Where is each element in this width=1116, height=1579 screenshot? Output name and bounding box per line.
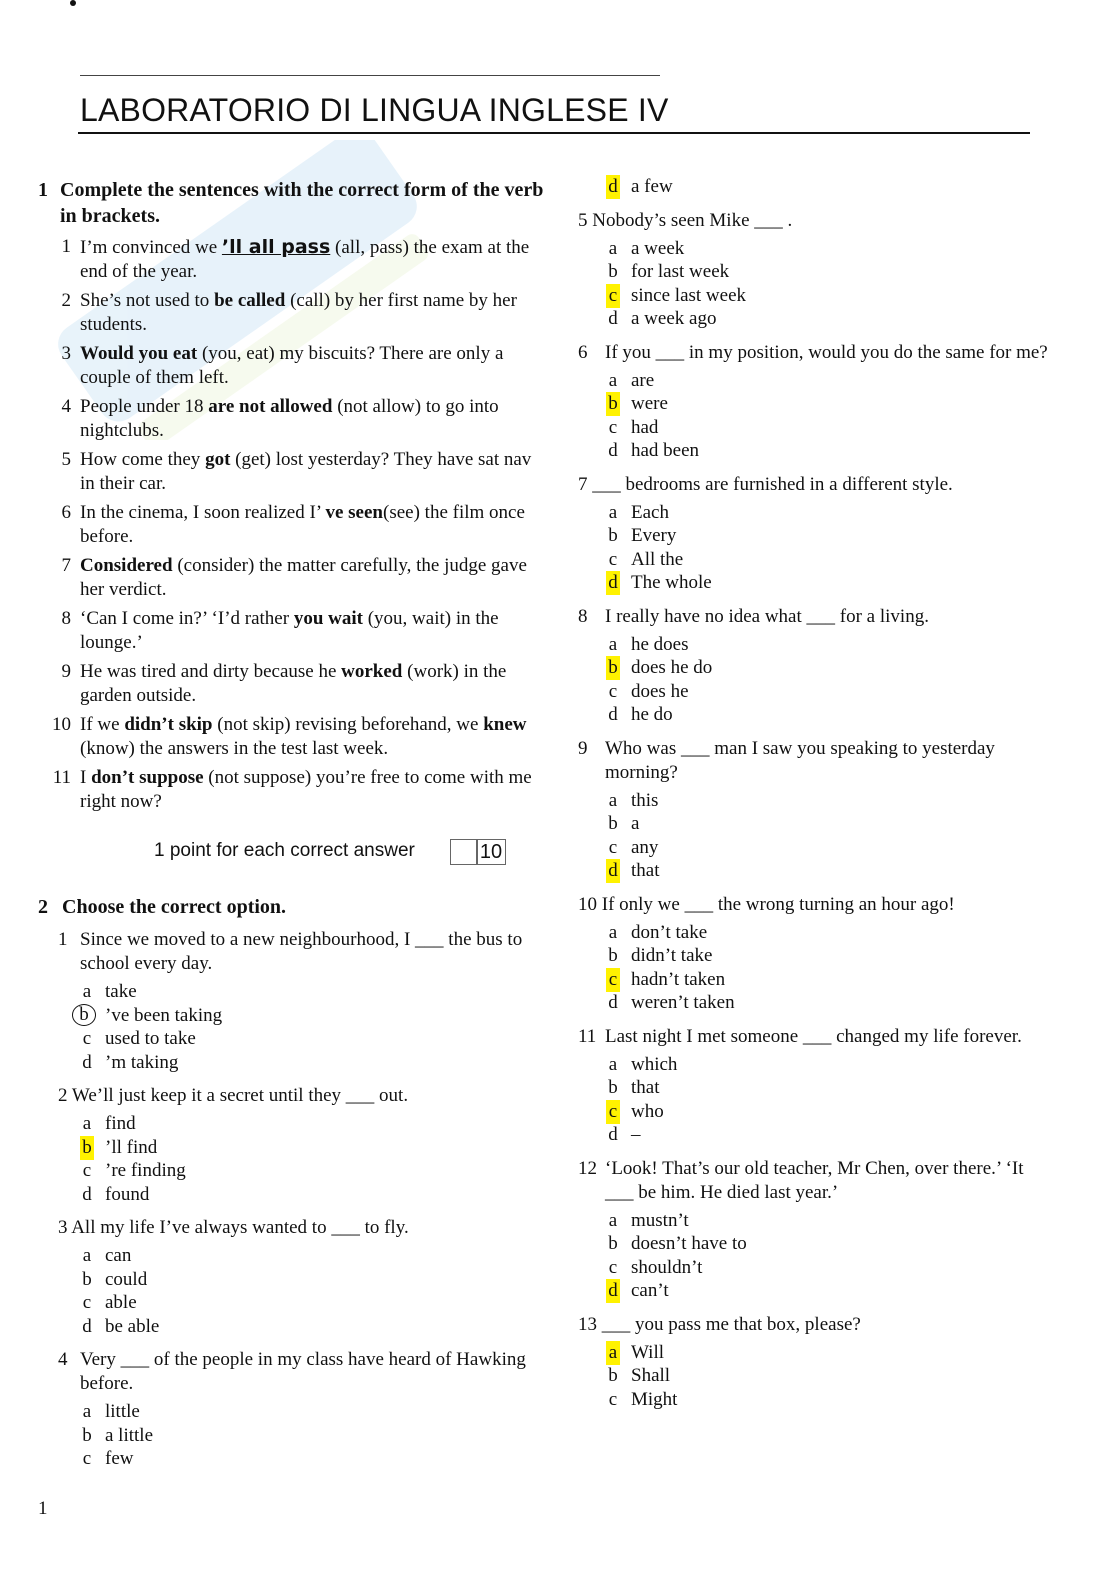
option-d[interactable]: d – — [608, 1124, 641, 1145]
sentence-text — [80, 448, 548, 496]
filled-answer: are not allowed — [208, 396, 333, 417]
sentence-number: 10 — [52, 714, 71, 735]
option-a[interactable]: a find — [82, 1113, 136, 1134]
question-text: Who was ___ man I saw you speaking to yesterday morning? — [605, 737, 995, 783]
sentence-text — [80, 395, 548, 443]
option-b[interactable]: b didn’t take — [608, 945, 713, 966]
sentence-number: 8 — [61, 608, 71, 629]
section-1-heading — [38, 177, 548, 229]
sentence-fragment: (you, eat) my biscuits? There are only a couple of them left. — [80, 343, 504, 388]
option-a-highlighted[interactable]: a Will — [606, 1341, 1048, 1365]
question-11 — [578, 1025, 1048, 1049]
title-rule — [78, 132, 1030, 134]
sentence-number: 6 — [61, 502, 71, 523]
sentence-text — [80, 660, 548, 708]
page-number: 1 — [38, 1498, 48, 1519]
sentence-fragment: If we — [80, 714, 125, 735]
sentence-text — [80, 289, 548, 337]
option-a[interactable]: a take — [82, 981, 137, 1002]
option-b[interactable]: b doesn’t have to — [608, 1233, 747, 1254]
option-c[interactable]: c ’re finding — [82, 1160, 186, 1181]
section-1-items — [38, 235, 548, 814]
sentence-number: 4 — [61, 396, 71, 417]
question-13-options — [606, 1341, 1048, 1412]
option-a[interactable]: a this — [608, 789, 659, 811]
option-b[interactable]: b for last week — [608, 261, 730, 282]
question-text: 3 All my life I’ve always wanted to ___ to fly. — [58, 1217, 409, 1238]
question-text: 7 ___ bedrooms are furnished in a different style. — [578, 473, 953, 495]
sentence-fragment: How come they — [80, 449, 206, 470]
filled-answer: you wait — [293, 608, 363, 629]
option-b[interactable]: b could — [82, 1268, 148, 1290]
question-2 — [58, 1084, 548, 1206]
option-b-highlighted[interactable]: b were — [606, 392, 1048, 416]
sentence-item — [38, 395, 548, 443]
question-number: 11 — [578, 1025, 597, 1047]
option-a[interactable]: a he does — [608, 633, 689, 655]
question-13 — [578, 1313, 1048, 1412]
sentence-fragment: He was tired and dirty because he — [80, 661, 342, 682]
question-10-options — [606, 921, 1048, 1015]
sentence-item — [38, 289, 548, 337]
question-10 — [578, 893, 1048, 1015]
sentence-fragment: (see) the film once before. — [80, 502, 525, 547]
option-a[interactable]: a are — [608, 369, 655, 391]
question-9 — [578, 737, 1048, 785]
option-d-highlighted[interactable]: d can’t — [606, 1279, 1048, 1303]
sentence-text — [80, 342, 548, 390]
question-12-options — [606, 1209, 1048, 1303]
question-12 — [578, 1157, 1048, 1205]
option-c[interactable]: c used to take — [82, 1028, 196, 1049]
question-text: Very ___ of the people in my class have heard of Hawking before. — [80, 1349, 526, 1394]
question-1-options — [80, 980, 548, 1074]
option-b[interactable]: b Shall — [608, 1365, 671, 1386]
left-column — [38, 177, 548, 814]
option-d-highlighted[interactable]: d The whole — [606, 571, 1048, 595]
points-label: 1 point for each correct answer — [154, 840, 415, 861]
filled-answer: be called — [214, 290, 286, 311]
question-text: 5 Nobody’s seen Mike ___ . — [578, 209, 793, 231]
option-b-highlighted[interactable]: b ’ll find — [80, 1136, 548, 1160]
option-c[interactable]: c shouldn’t — [608, 1256, 703, 1278]
filled-answer: didn’t skip — [124, 714, 213, 735]
sentence-number: 2 — [61, 290, 71, 311]
option-d[interactable]: d ’m taking — [82, 1051, 179, 1073]
sentence-item — [38, 448, 548, 496]
section-1-heading-text: Complete the sentences with the correct form of the verb in brackets. — [60, 179, 544, 227]
filled-answer: ve seen — [325, 502, 383, 523]
section-1-number: 1 — [38, 179, 48, 201]
right-column — [578, 175, 1048, 1411]
sentence-number: 11 — [52, 767, 71, 788]
sentence-item — [38, 501, 548, 549]
question-11-options — [606, 1053, 1048, 1147]
option-a[interactable]: a which — [608, 1053, 678, 1075]
option-c[interactable]: c Might — [608, 1388, 678, 1410]
option-a[interactable]: a little — [82, 1401, 140, 1422]
option-b-circled[interactable]: b ’ve been taking — [80, 1004, 548, 1028]
score-box[interactable] — [450, 839, 478, 865]
question-number: 9 — [578, 737, 588, 759]
sentence-fragment: (all, pass) the exam at the end of the year. — [80, 237, 530, 282]
sentence-item — [38, 342, 548, 390]
question-9-options — [606, 789, 1048, 883]
option-a[interactable]: a can — [82, 1245, 132, 1266]
option-c[interactable]: c few — [82, 1448, 134, 1469]
question-text: 13 ___ you pass me that box, please? — [578, 1313, 861, 1335]
option-d-highlighted[interactable]: d a few — [606, 175, 1048, 199]
option-b[interactable]: b Every — [608, 525, 677, 546]
sentence-text — [80, 713, 548, 761]
question-text: 2 We’ll just keep it a secret until they ___ out. — [58, 1085, 409, 1106]
question-text: Last night I met someone ___ changed my life forever. — [605, 1025, 1022, 1047]
question-text: I really have no idea what ___ for a living. — [605, 605, 929, 627]
question-number: 4 — [58, 1349, 68, 1370]
question-number: 8 — [578, 605, 588, 627]
sentence-text — [80, 766, 548, 814]
question-8-options — [606, 633, 1048, 727]
question-8 — [578, 605, 1048, 629]
bullet-dot — [70, 0, 76, 6]
option-c[interactable]: c any — [608, 836, 659, 858]
sentence-fragment: (consider) the matter carefully, the judge gave her verdict. — [80, 555, 527, 600]
option-b[interactable]: b a little — [82, 1424, 154, 1446]
question-4 — [58, 1348, 548, 1471]
circle-answer-mark: b — [72, 1004, 96, 1026]
question-text: 10 If only we ___ the wrong turning an hour ago! — [578, 893, 955, 915]
question-3 — [58, 1216, 548, 1338]
question-text: If you ___ in my position, would you do the same for me? — [605, 341, 1048, 363]
sentence-fragment: I — [80, 767, 92, 788]
sentence-fragment: People under 18 — [80, 396, 209, 417]
sentence-item — [38, 766, 548, 814]
question-2-options — [80, 1112, 548, 1206]
question-3-options — [80, 1244, 548, 1338]
section-2-heading-text: Choose the correct option. — [62, 896, 287, 918]
option-c-highlighted[interactable]: c hadn’t taken — [606, 968, 1048, 992]
option-b[interactable]: b that — [608, 1077, 660, 1098]
option-c[interactable]: c does he — [608, 680, 689, 702]
sentence-fragment: (not skip) revising beforehand, we — [212, 714, 484, 735]
sentence-number: 3 — [61, 343, 71, 364]
option-d[interactable]: d had been — [608, 440, 700, 461]
option-d[interactable]: d a week ago — [608, 308, 717, 329]
option-b[interactable]: b a — [608, 813, 640, 834]
question-7-options — [606, 501, 1048, 595]
sentence-fragment: ‘Can I come in?’ ‘I’d rather — [80, 608, 294, 629]
filled-answer: got — [205, 449, 231, 470]
sentence-fragment: I’m convinced we — [80, 237, 222, 258]
option-b-highlighted[interactable]: b does he do — [606, 656, 1048, 680]
question-5-options — [606, 237, 1048, 331]
sentence-item — [38, 607, 548, 655]
filled-answer: Considered — [80, 555, 173, 576]
option-c-highlighted[interactable]: c since last week — [606, 284, 1048, 308]
option-d[interactable]: d he do — [608, 704, 673, 725]
question-5 — [578, 209, 1048, 331]
filled-answer: knew — [483, 714, 527, 735]
filled-answer: Would you eat — [80, 343, 198, 364]
question-number: 12 — [578, 1157, 597, 1179]
sentence-number: 9 — [61, 661, 71, 682]
sentence-text — [80, 501, 548, 549]
sentence-number: 7 — [61, 555, 71, 576]
sentence-fragment: (know) the answers in the test last week. — [80, 738, 389, 759]
question-6-options — [606, 369, 1048, 463]
sentence-item — [38, 235, 548, 284]
option-a[interactable]: a mustn’t — [608, 1209, 689, 1231]
filled-answer: don’t suppose — [91, 767, 204, 788]
sentence-number: 1 — [61, 236, 71, 257]
section-2-heading — [38, 894, 548, 920]
option-a[interactable]: a Each — [608, 501, 669, 523]
sentence-text — [80, 235, 548, 284]
left-column-section-2 — [38, 894, 548, 1471]
page-title: LABORATORIO DI LINGUA INGLESE IV — [80, 92, 669, 128]
score-total: 10 — [476, 839, 506, 865]
option-d-highlighted[interactable]: d that — [606, 859, 1048, 883]
question-number: 1 — [58, 929, 68, 950]
sentence-fragment: (work) in the garden outside. — [80, 661, 507, 706]
filled-answer: ’ll all pass — [221, 236, 331, 258]
question-number: 6 — [578, 341, 588, 363]
sentence-fragment: (not suppose) you’re free to come with me right now? — [80, 767, 532, 812]
sentence-item — [38, 713, 548, 761]
sentence-number: 5 — [61, 449, 71, 470]
top-rule — [80, 75, 660, 76]
option-d[interactable]: d weren’t taken — [608, 992, 735, 1013]
question-text: ‘Look! That’s our old teacher, Mr Chen, over there.’ ‘It ___ be him. He died last year.’ — [605, 1157, 1024, 1203]
section-2-number: 2 — [38, 896, 48, 918]
filled-answer: worked — [341, 661, 403, 682]
option-c-highlighted[interactable]: c who — [606, 1100, 1048, 1124]
option-d[interactable]: d found — [82, 1183, 150, 1205]
question-7 — [578, 473, 1048, 595]
option-c[interactable]: c able — [82, 1292, 137, 1313]
question-6 — [578, 341, 1048, 365]
sentence-fragment: (you, wait) in the lounge.’ — [80, 608, 499, 653]
sentence-item — [38, 660, 548, 708]
sentence-fragment: She’s not used to — [80, 290, 215, 311]
sentence-fragment: (call) by her first name by her students. — [80, 290, 517, 335]
option-c[interactable]: c had — [608, 416, 659, 438]
option-a[interactable]: a don’t take — [608, 921, 708, 943]
question-4-continued-options — [606, 175, 1048, 199]
sentence-fragment: In the cinema, I soon realized I’ — [80, 502, 326, 523]
option-a[interactable]: a a week — [608, 237, 685, 259]
sentence-text — [80, 554, 548, 602]
question-1 — [58, 928, 548, 1074]
sentence-text — [80, 607, 548, 655]
sentence-fragment: (get) lost yesterday? They have sat nav in their car. — [80, 449, 532, 494]
question-text: Since we moved to a new neighbourhood, I ___ the bus to school every day. — [80, 929, 523, 974]
question-4-options — [80, 1400, 548, 1471]
option-c[interactable]: c All the — [608, 548, 684, 570]
option-d[interactable]: d be able — [82, 1315, 160, 1337]
sentence-item — [38, 554, 548, 602]
sentence-fragment: (not allow) to go into nightclubs. — [80, 396, 499, 441]
